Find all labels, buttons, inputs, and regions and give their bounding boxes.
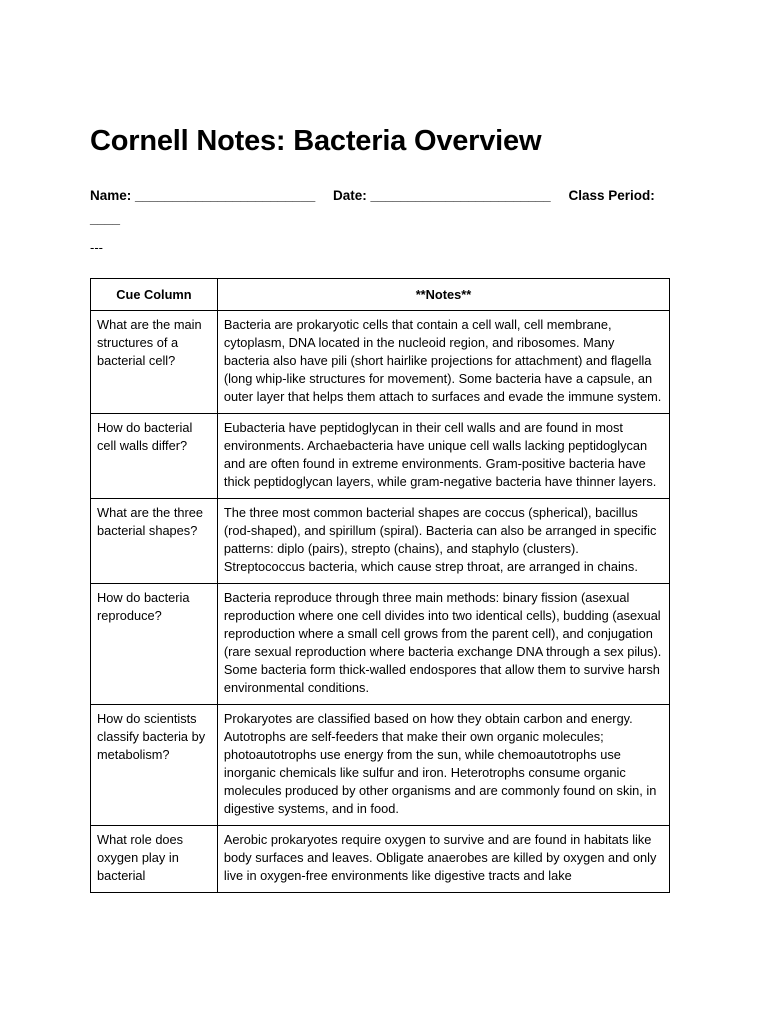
cue-cell <box>91 826 218 893</box>
table-row <box>91 705 670 826</box>
table-row <box>91 584 670 705</box>
cue-cell: How do scientists classify bacteria by metabolism? <box>91 705 218 826</box>
table-row <box>91 826 670 893</box>
table-row <box>91 499 670 584</box>
class-period-field: Class Period: ____ <box>90 188 655 226</box>
cue-cell-text: What role does oxygen play in bacterial <box>97 832 184 883</box>
table-row <box>91 414 670 499</box>
notes-cell <box>217 826 669 893</box>
notes-cell: Eubacteria have peptidoglycan in their cell walls and are found in most environments. Archaebacteria have unique cell walls lacking peptidoglycan and are often found in extreme environments. Gram-positive bacteria have thick peptidoglycan layers, while gram-negative bacteria have thinner layers. <box>217 414 669 499</box>
name-field: Name: ________________________ <box>90 188 316 203</box>
notes-cell: Bacteria are prokaryotic cells that contain a cell wall, cell membrane, cytoplasm, DNA located in the nucleoid region, and ribosomes. Many bacteria also have pili (short hairlike projections for attachment) and flagella (long whip-like structures for movement). Some bacteria have a capsule, an outer layer that helps them attach to surfaces and evade the immune system. <box>217 311 669 414</box>
notes-cell-text: Aerobic prokaryotes require oxygen to survive and are found in habitats like body surfaces and leaves. Obligate anaerobes are killed by oxygen and only live in oxygen-free environments like digestive tracts and lake <box>223 832 657 883</box>
notes-cell: Prokaryotes are classified based on how they obtain carbon and energy. Autotrophs are self-feeders that make their own organic molecules; photoautotrophs use energy from the sun, while chemoautotrophs use inorganic chemicals like sulfur and iron. Heterotrophs consume organic molecules produced by other organisms and are commonly found on skin, in digestive systems, and in food. <box>217 705 669 826</box>
notes-cell: The three most common bacterial shapes are coccus (spherical), bacillus (rod-shaped), and spirillum (spiral). Bacteria can also be arranged in specific patterns: diplo (pairs), strepto (chains), and staphylo (clusters). Streptococcus bacteria, which cause strep throat, are arranged in chains. <box>217 499 669 584</box>
date-field: Date: ________________________ <box>332 188 551 203</box>
table-header-row <box>91 279 670 311</box>
notes-cell: Bacteria reproduce through three main methods: binary fission (asexual reproduction where one cell divides into two identical cells), budding (asexual reproduction where a small cell grows from the parent cell), and conjugation (rare sexual reproduction where bacteria exchange DNA through a sex pilus). Some bacteria form thick-walled endospores that allow them to survive harsh environmental conditions. <box>217 584 669 705</box>
page-title: Cornell Notes: Bacteria Overview <box>90 125 542 157</box>
separator: --- <box>90 240 103 255</box>
cue-cell: What are the three bacterial shapes? <box>91 499 218 584</box>
cue-cell: How do bacteria reproduce? <box>91 584 218 705</box>
student-info-line <box>90 184 670 230</box>
cue-column-header: Cue Column <box>91 279 218 311</box>
cue-cell: How do bacterial cell walls differ? <box>91 414 218 499</box>
cue-cell: What are the main structures of a bacterial cell? <box>91 311 218 414</box>
notes-column-header: **Notes** <box>217 279 669 311</box>
table-row <box>91 311 670 414</box>
cornell-notes-table <box>90 278 670 893</box>
